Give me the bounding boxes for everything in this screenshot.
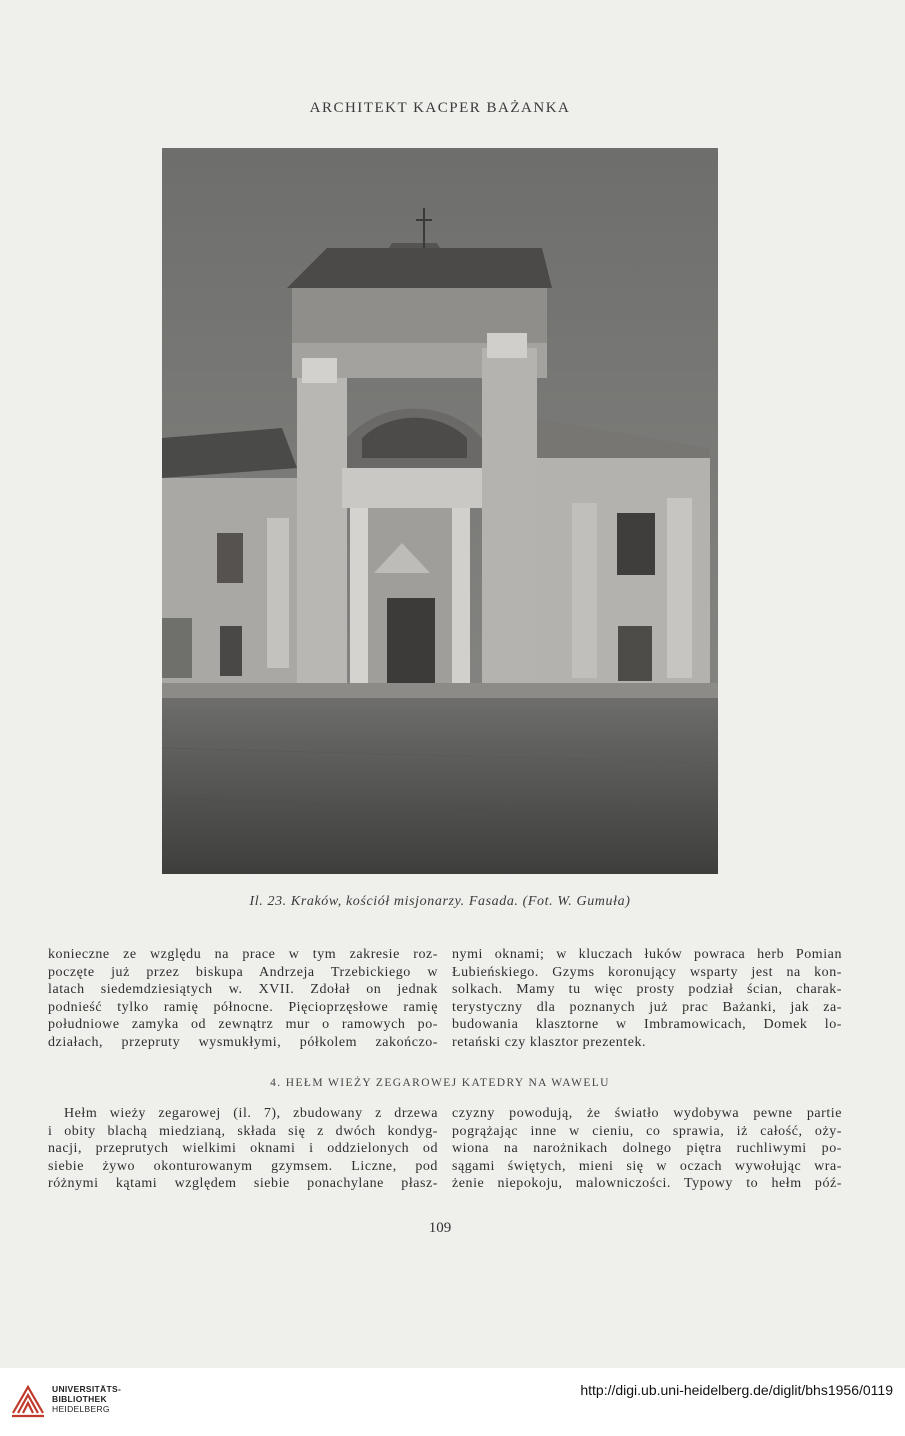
running-head: ARCHITEKT KACPER BAŻANKA	[309, 100, 571, 116]
text-line: południowe zamyka od zewnątrz mur o ramowych po-	[48, 1017, 438, 1032]
body-top-left-column	[48, 946, 438, 1051]
text-line: nacji, przeprutych wielkimi oknami i oddzielonych od	[48, 1141, 438, 1156]
body-bottom-left-column	[48, 1105, 438, 1193]
section-heading: 4. HEŁM WIEŻY ZEGAROWEJ KATEDRY NA WAWELU	[270, 1077, 610, 1089]
text-line: i obity blachą miedzianą, składa się z dwóch kondyg-	[48, 1123, 438, 1139]
text-line: solkach. Mamy tu więc prosty podział ścian, charak-	[452, 982, 842, 997]
text-line: poczęte już przez biskupa Andrzeja Trzebickiego w	[48, 964, 438, 980]
body-top-right-column	[452, 946, 842, 1051]
text-line: pogrążając inne w cieniu, co sprawia, iż całość, oży-	[452, 1123, 842, 1139]
text-line: różnymi kątami względem siebie ponachylane płasz-	[48, 1176, 438, 1191]
church-facade-photo	[162, 148, 718, 874]
text-line: podnieść tylko ramię północne. Pięcioprzęsłowe ramię	[48, 999, 438, 1015]
text-line: nymi oknami; w kluczach łuków powraca herb Pomian	[452, 947, 842, 962]
text-line: retański czy klasztor prezentek.	[452, 1034, 647, 1050]
library-name-line: HEIDELBERG	[52, 1404, 110, 1414]
text-line: terystyczny dla poznanych już prac Bażanki, jak za-	[452, 999, 842, 1015]
text-line: wiona na narożnikach dolnego piętra ruchliwymi po-	[452, 1141, 842, 1156]
body-bottom-right-column	[452, 1105, 842, 1193]
library-name-line: UNIVERSITÄTS-	[52, 1384, 122, 1394]
source-url-link[interactable]: http://digi.ub.uni-heidelberg.de/diglit/bhs1956/0119	[580, 1382, 893, 1398]
library-footer	[0, 1368, 905, 1436]
church-facade-illustration	[162, 148, 718, 874]
text-line: działach, przepruty wysmukłymi, półkolem zakończo-	[48, 1034, 438, 1050]
text-line: siebie żywo okonturowanym gzymsem. Liczne, pod	[48, 1158, 438, 1174]
text-line: Łubieńskiego. Gzyms koronujący wsparty jest na kon-	[452, 964, 842, 980]
library-name	[52, 1384, 121, 1414]
text-line: budowania klasztorne w Imbramowicach, Domek lo-	[452, 1017, 842, 1032]
text-line: konieczne ze względu na prace w tym zakresie roz-	[48, 947, 438, 962]
text-line: czyzny powodują, że światło wydobywa pewne partie	[452, 1106, 842, 1121]
figure-caption: Il. 23. Kraków, kościół misjonarzy. Fasada. (Fot. W. Gumuła)	[249, 894, 631, 909]
text-line: latach siedemdziesiątych w. XVII. Zdołał on jednak	[48, 982, 438, 997]
library-logo-icon[interactable]	[10, 1379, 46, 1419]
library-name-line: BIBLIOTHEK	[52, 1394, 107, 1404]
text-line: sągami świętych, mieni się w oczach wywołując wra-	[452, 1158, 842, 1174]
text-line: Hełm wieży zegarowej (il. 7), zbudowany z drzewa	[64, 1106, 438, 1121]
page-number: 109	[428, 1220, 452, 1236]
text-line: żenie niepokoju, malowniczości. Typowy to hełm póź-	[452, 1176, 842, 1191]
